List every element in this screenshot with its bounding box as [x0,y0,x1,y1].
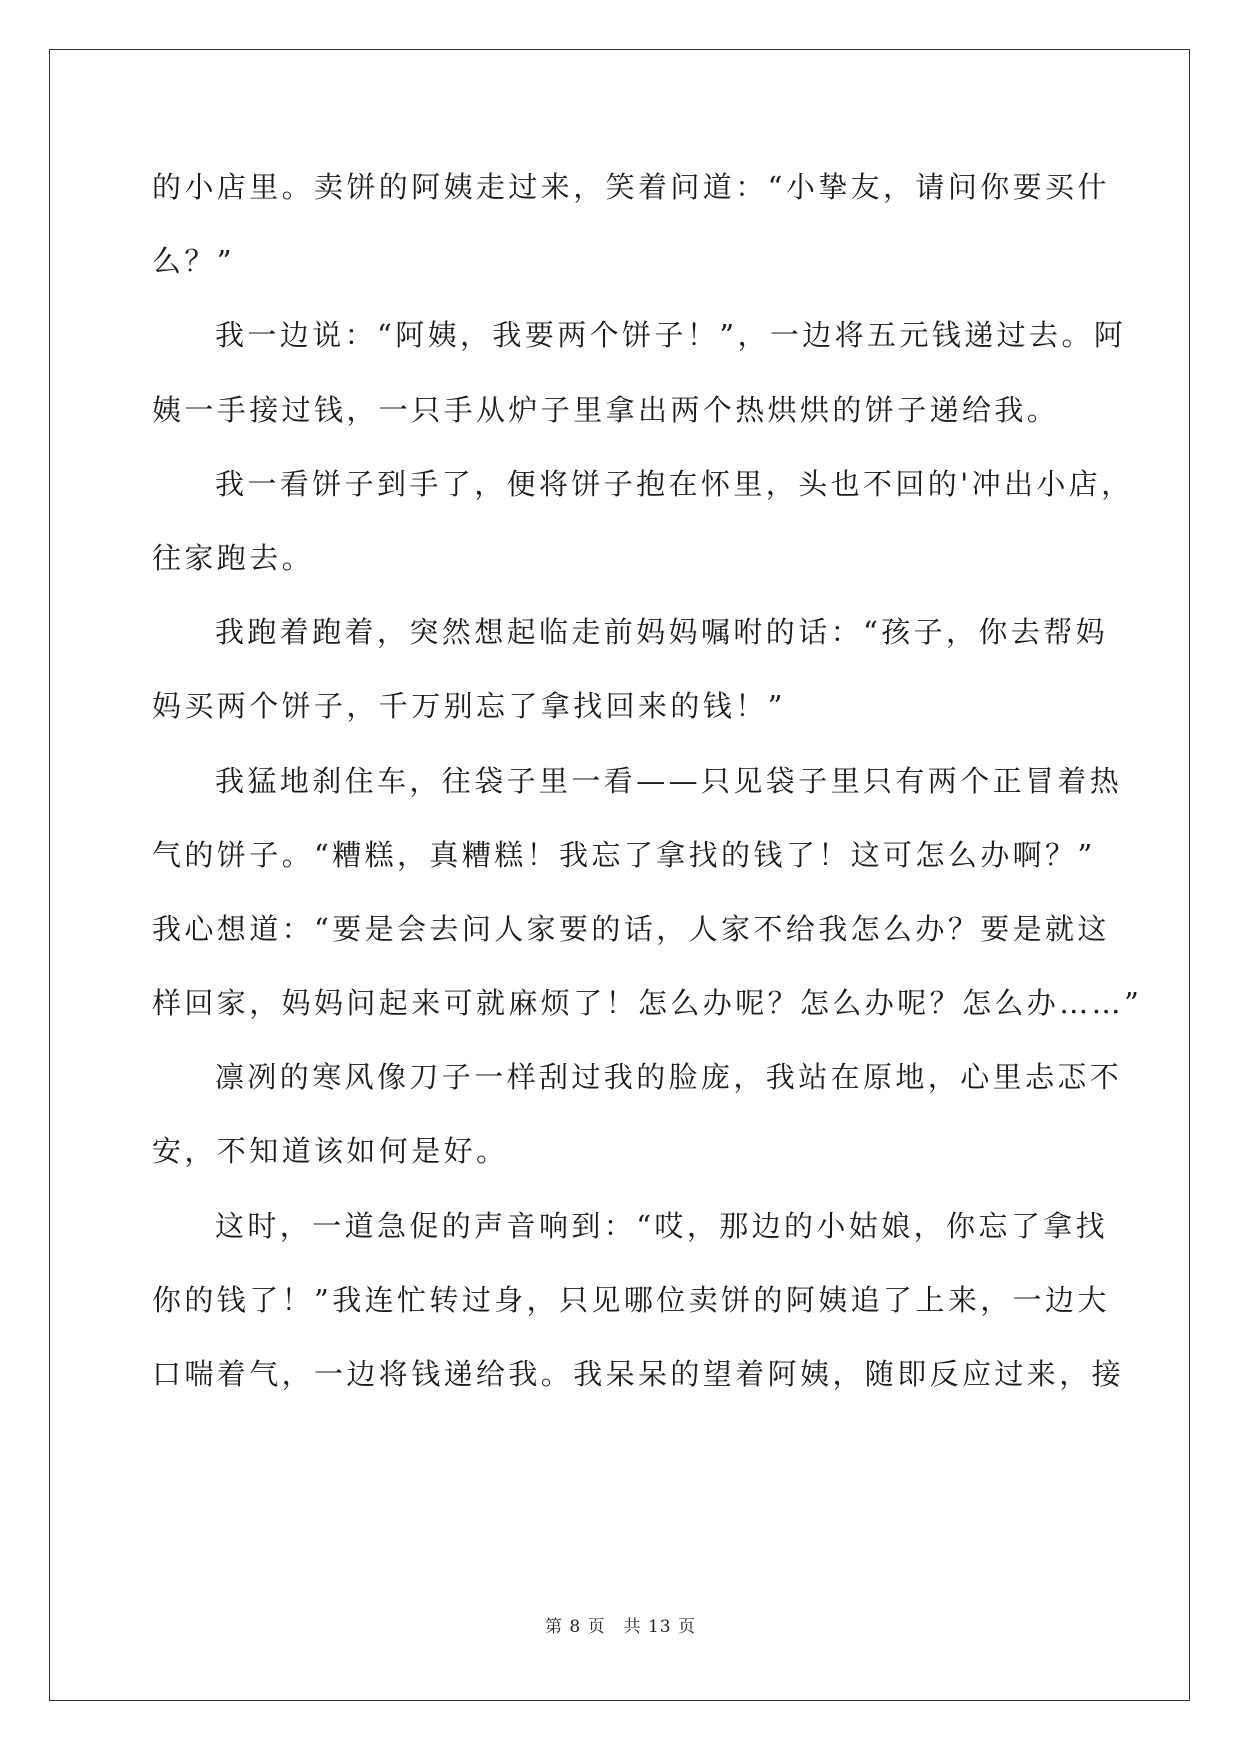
text-line: 样回家，妈妈问起来可就麻烦了！怎么办呢？怎么办呢？怎么办……” [152,986,1143,1021]
text-line: 往家跑去。 [152,540,315,575]
text-line: 我猛地刹住车，往袋子里一看——只见袋子里只有两个正冒着热 [215,763,1123,798]
page-number-footer: 第 8 页 共 13 页 [544,1617,697,1637]
text-line: 你的钱了！”我连忙转过身，只见哪位卖饼的阿姨追了上来，一边大 [152,1282,1110,1317]
text-line: 口喘着气，一边将钱递给我。我呆呆的望着阿姨，随即反应过来，接 [152,1357,1125,1391]
text-line: 姨一手接过钱，一只手从炉子里拿出两个热烘烘的饼子递给我。 [152,392,1060,427]
text-line: 妈买两个饼子，千万别忘了拿找回来的钱！” [152,689,786,724]
text-line: 凛冽的寒风像刀子一样刮过我的脸庞，我站在原地，心里忐忑不 [215,1060,1123,1095]
text-line: 的小店里。卖饼的阿姨走过来，笑着问道：“小挚友，请问你要买什 [152,170,1110,204]
text-line: 气的饼子。“糟糕，真糟糕！我忘了拿找的钱了！这可怎么办啊？” [152,837,1096,872]
text-line: 我一看饼子到手了，便将饼子抱在怀里，头也不回的'冲出小店， [215,466,1134,501]
text-line: 这时，一道急促的声音响到：“哎，那边的小姑娘，你忘了拿找 [215,1208,1109,1243]
text-line: 安，不知道该如何是好。 [152,1134,509,1169]
text-line: 么？” [152,244,236,279]
text-line: 我心想道：“要是会去问人家要的话，人家不给我怎么办？要是就这 [152,911,1110,946]
document-body [152,150,1143,1411]
text-line: 我跑着跑着，突然想起临走前妈妈嘱咐的话：“孩子，你去帮妈 [215,615,1109,650]
text-line: 我一边说：“阿姨，我要两个饼子！”，一边将五元钱递过去。阿 [215,318,1127,353]
